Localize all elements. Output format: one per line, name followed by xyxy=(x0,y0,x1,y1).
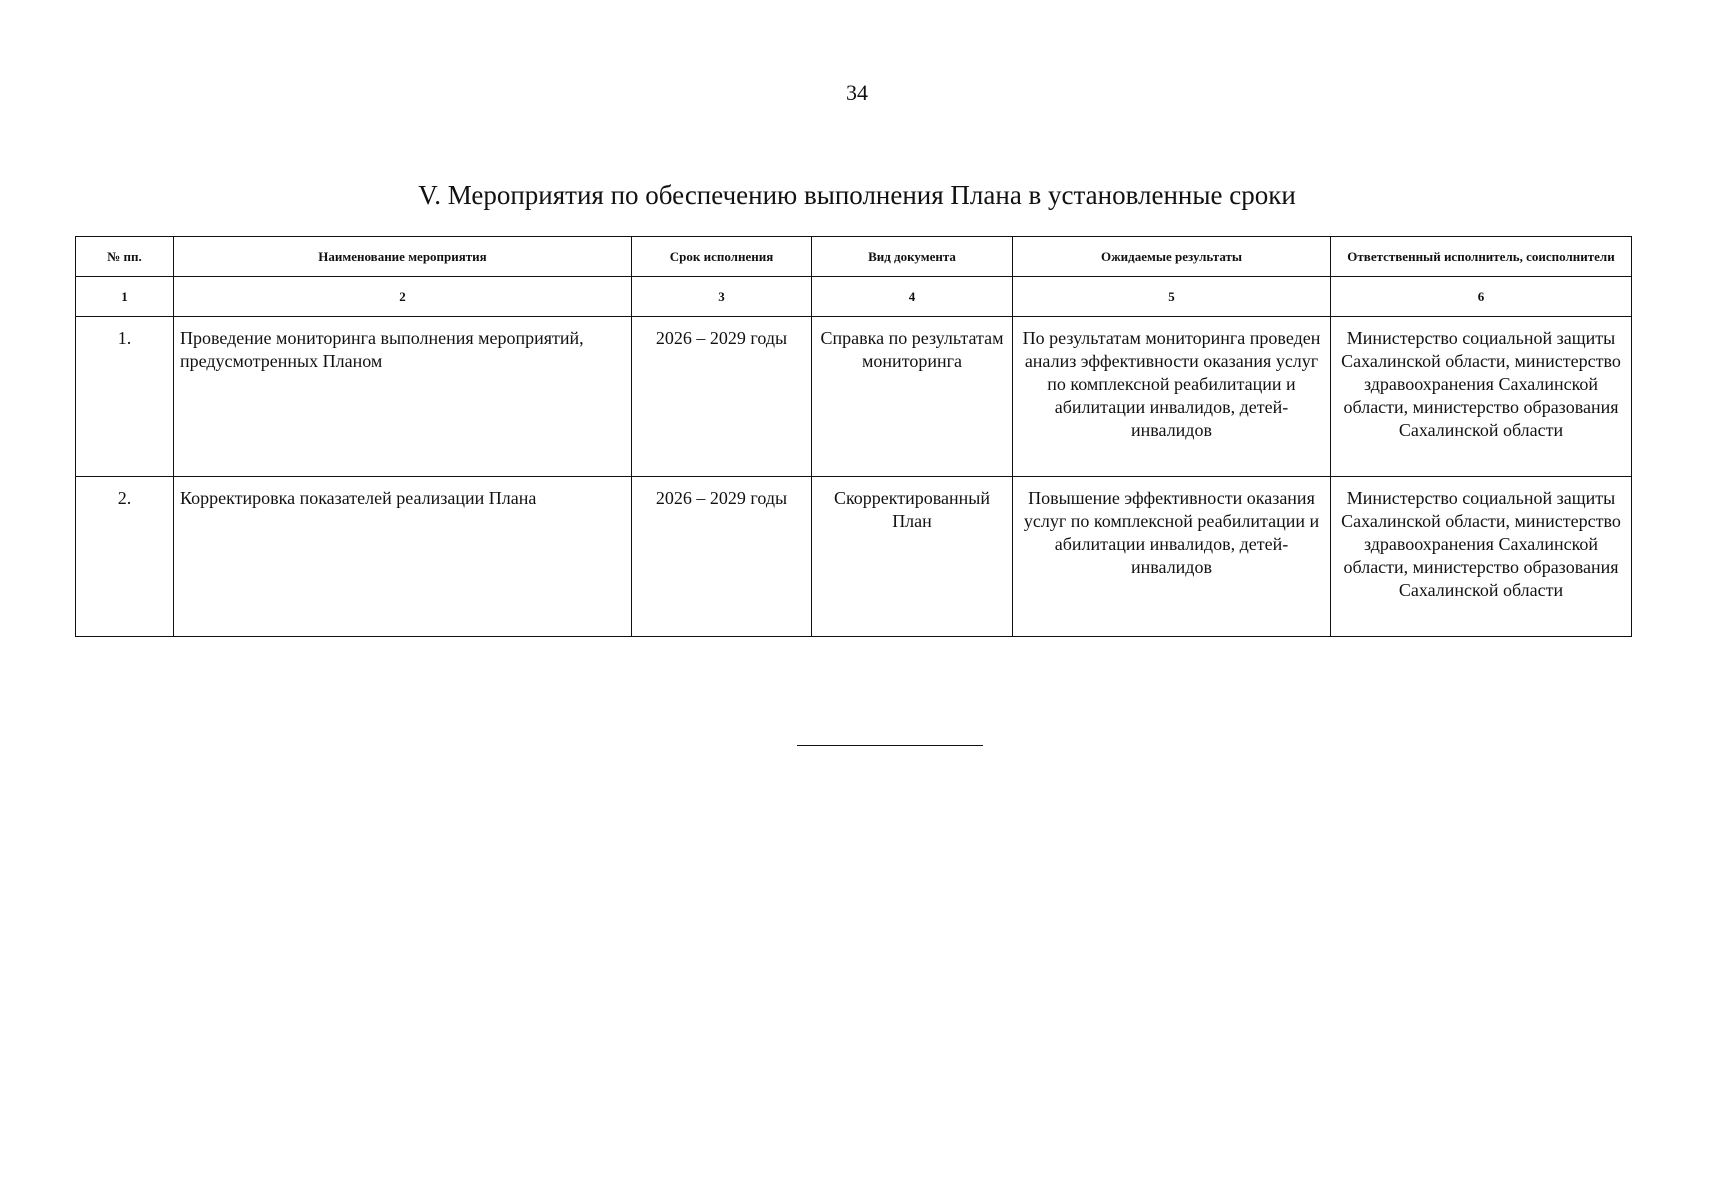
column-number: 4 xyxy=(812,277,1013,317)
measure-name: Корректировка показателей реализации Плана xyxy=(174,477,632,637)
deadline: 2026 – 2029 годы xyxy=(632,317,812,477)
header-deadline: Срок исполнения xyxy=(632,237,812,277)
header-expected-results: Ожидаемые результаты xyxy=(1013,237,1331,277)
document-type: Справка по результатам мониторинга xyxy=(812,317,1013,477)
measure-name: Проведение мониторинга выполнения мероприятий, предусмотренных Планом xyxy=(174,317,632,477)
responsible-executor: Министерство социальной защиты Сахалинской области, министерство здравоохранения Сахалинской области, министерство образования Сахалинской области xyxy=(1331,477,1632,637)
table-header-row xyxy=(76,237,1632,277)
header-measure-name: Наименование мероприятия xyxy=(174,237,632,277)
expected-result: По результатам мониторинга проведен анализ эффективности оказания услуг по комплексной реабилитации и абилитации инвалидов, детей-инвалидов xyxy=(1013,317,1331,477)
measures-table xyxy=(75,236,1632,637)
header-number: № пп. xyxy=(76,237,174,277)
column-number: 1 xyxy=(76,277,174,317)
column-number: 6 xyxy=(1331,277,1632,317)
document-type: Скорректированный План xyxy=(812,477,1013,637)
section-title: V. Мероприятия по обеспечению выполнения Плана в установленные сроки xyxy=(418,180,1296,210)
row-number: 1. xyxy=(76,317,174,477)
header-document-type: Вид документа xyxy=(812,237,1013,277)
table-row xyxy=(76,317,1632,477)
header-responsible: Ответственный исполнитель, соисполнители xyxy=(1331,237,1632,277)
table-row xyxy=(76,477,1632,637)
column-number: 5 xyxy=(1013,277,1331,317)
column-number: 2 xyxy=(174,277,632,317)
row-number: 2. xyxy=(76,477,174,637)
expected-result: Повышение эффективности оказания услуг по комплексной реабилитации и абилитации инвалидов, детей-инвалидов xyxy=(1013,477,1331,637)
end-of-section-rule xyxy=(797,745,983,746)
page-number: 34 xyxy=(846,80,868,105)
column-number-row xyxy=(76,277,1632,317)
deadline: 2026 – 2029 годы xyxy=(632,477,812,637)
column-number: 3 xyxy=(632,277,812,317)
responsible-executor: Министерство социальной защиты Сахалинской области, министерство здравоохранения Сахалинской области, министерство образования Сахалинской области xyxy=(1331,317,1632,477)
